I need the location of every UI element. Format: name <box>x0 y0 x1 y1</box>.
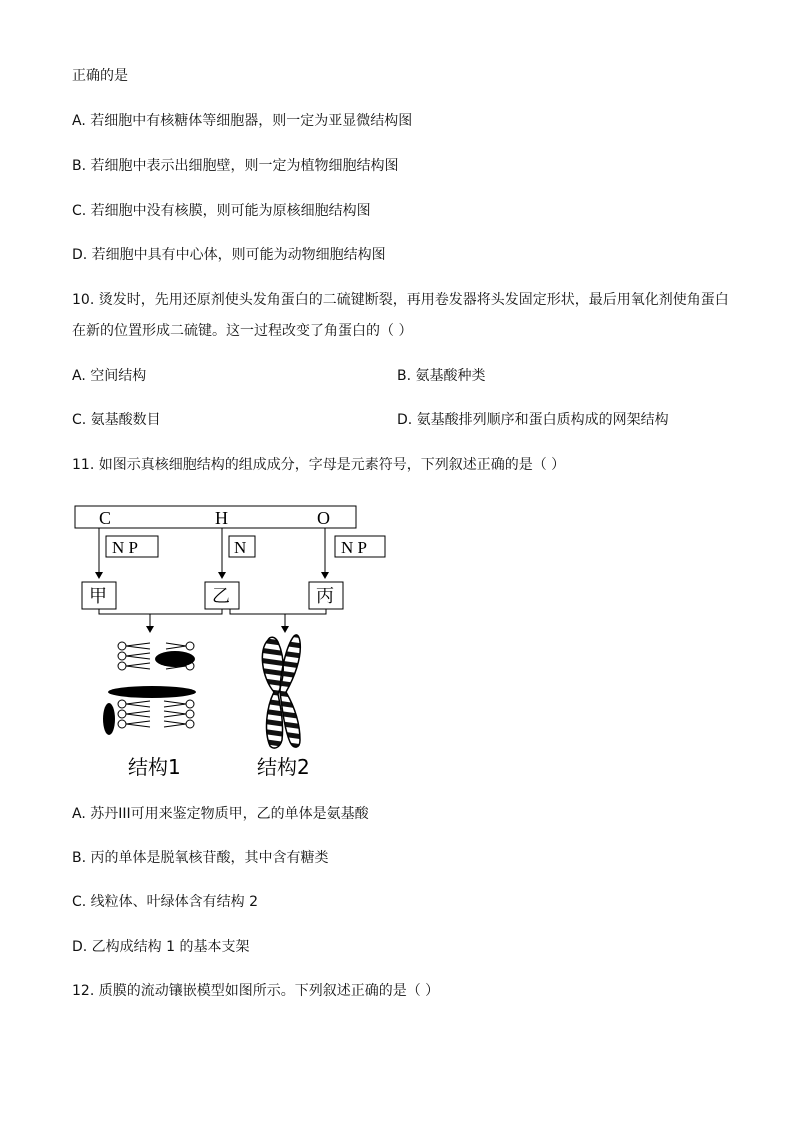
q12-stem: 12. 质膜的流动镶嵌模型如图所示。下列叙述正确的是（ ） <box>72 983 440 999</box>
structure2-label: 结构2 <box>257 755 310 779</box>
q11-option-d: D. 乙构成结构 1 的基本支架 <box>72 939 250 955</box>
q9-option-d: D. 若细胞中具有中心体，则可能为动物细胞结构图 <box>72 247 386 263</box>
q11-option-b: B. 丙的单体是脱氧核苷酸，其中含有糖类 <box>72 850 329 866</box>
q10-stem-line2: 在新的位置形成二硫键。这一过程改变了角蛋白的（ ） <box>72 323 413 339</box>
q9-stem-tail: 正确的是 <box>72 68 128 84</box>
chromosome-drawing <box>262 635 300 748</box>
jia-label: 甲 <box>89 586 107 607</box>
extra-left: N P <box>112 538 138 557</box>
q9-option-b: B. 若细胞中表示出细胞壁，则一定为植物细胞结构图 <box>72 158 399 174</box>
extra-mid: N <box>234 538 247 557</box>
protein-side <box>103 703 115 735</box>
q10-option-b: B. 氨基酸种类 <box>397 368 486 384</box>
connector-yi-bing <box>230 609 326 614</box>
connector-jia-yi <box>99 609 222 614</box>
element-o: O <box>317 508 330 528</box>
extra-right: N P <box>341 538 367 557</box>
q11-option-a: A. 苏丹III可用来鉴定物质甲，乙的单体是氨基酸 <box>72 806 369 822</box>
q11-diagram <box>72 500 402 789</box>
q9-option-c: C. 若细胞中没有核膜，则可能为原核细胞结构图 <box>72 203 371 219</box>
q10-option-d: D. 氨基酸排列顺序和蛋白质构成的网架结构 <box>397 412 669 428</box>
bing-label: 丙 <box>316 586 334 607</box>
protein-spanning <box>108 686 196 698</box>
q9-option-a: A. 若细胞中有核糖体等细胞器，则一定为亚显微结构图 <box>72 113 413 129</box>
element-h: H <box>215 508 228 528</box>
protein-upper <box>155 651 195 667</box>
q11-stem: 11. 如图示真核细胞结构的组成成分，字母是元素符号，下列叙述正确的是（ ） <box>72 457 566 473</box>
composition-diagram <box>72 500 402 785</box>
q10-stem-line1: 10. 烫发时，先用还原剂使头发角蛋白的二硫键断裂，再用卷发器将头发固定形状，最后用氧化剂使角蛋白 <box>72 292 729 308</box>
element-c: C <box>99 508 112 528</box>
q10-option-a: A. 空间结构 <box>72 368 147 384</box>
structure1-label: 结构1 <box>128 755 181 779</box>
q10-option-c: C. 氨基酸数目 <box>72 412 161 428</box>
q11-option-c: C. 线粒体、叶绿体含有结构 2 <box>72 894 259 910</box>
yi-label: 乙 <box>212 586 230 607</box>
